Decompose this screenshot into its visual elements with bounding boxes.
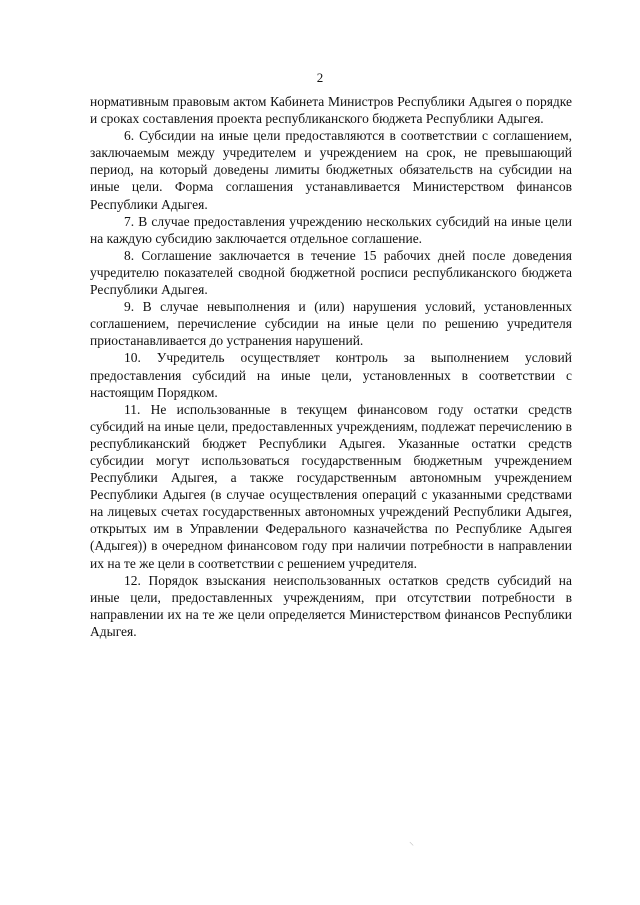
- scan-speck-mark: ⸌: [409, 841, 414, 852]
- paragraph-item-12: 12. Порядок взыскания неиспользованных остатков средств субсидий на иные цели, предоставленных учреждениям, при отсутствии потребности в направлении их на те же цели определяется Министерством финансов Республики Адыгея.: [90, 572, 572, 639]
- paragraph-item-6: 6. Субсидии на иные цели предоставляются в соответствии с соглашением, заключаемым между учредителем и учреждением на срок, не превышающий период, на который доведены лимиты бюджетных обязательств на субсидии на иные цели. Форма соглашения устанавливается Министерством финансов Республики Адыгея.: [90, 128, 572, 212]
- paragraph-item-9: 9. В случае невыполнения и (или) нарушения условий, установленных соглашением, перечисление субсидии на иные цели по решению учредителя приостанавливается до устранения нарушений.: [90, 299, 572, 349]
- paragraph-continuation: нормативным правовым актом Кабинета Министров Республики Адыгея о порядке и сроках составления проекта республиканского бюджета Республики Адыгея.: [90, 94, 572, 127]
- paragraph-item-10: 10. Учредитель осуществляет контроль за выполнением условий предоставления субсидий на иные цели, установленных в соответствии с настоящим Порядком.: [90, 350, 572, 400]
- paragraph-item-7: 7. В случае предоставления учреждению нескольких субсидий на иные цели на каждую субсидию заключается отдельное соглашение.: [90, 213, 572, 246]
- paragraph-item-8: 8. Соглашение заключается в течение 15 рабочих дней после доведения учредителю показателей сводной бюджетной росписи республиканского бюджета Республики Адыгея.: [90, 247, 572, 298]
- page-number: 2: [316, 70, 324, 85]
- document-body: [90, 93, 572, 640]
- paragraph-item-11: 11. Не использованные в текущем финансовом году остатки средств субсидий на иные цели, предоставленных учреждениям, подлежат перечислению в республиканский бюджет Республики Адыгея. Указанные остатки средств субсидии могут использоваться государственным бюджетным учреждением Республики Адыгея, а также государственным автономным учреждением Республики Адыгея (в случае осуществления операций с указанными средствами на лицевых счетах государственных автономных учреждений Республики Адыгея, открытых им в Управлении Федерального казначейства по Республике Адыгея (Адыгея)) в очередном финансовом году при наличии потребности в направлении их на те же цели в соответствии с решением учредителя.: [90, 401, 572, 571]
